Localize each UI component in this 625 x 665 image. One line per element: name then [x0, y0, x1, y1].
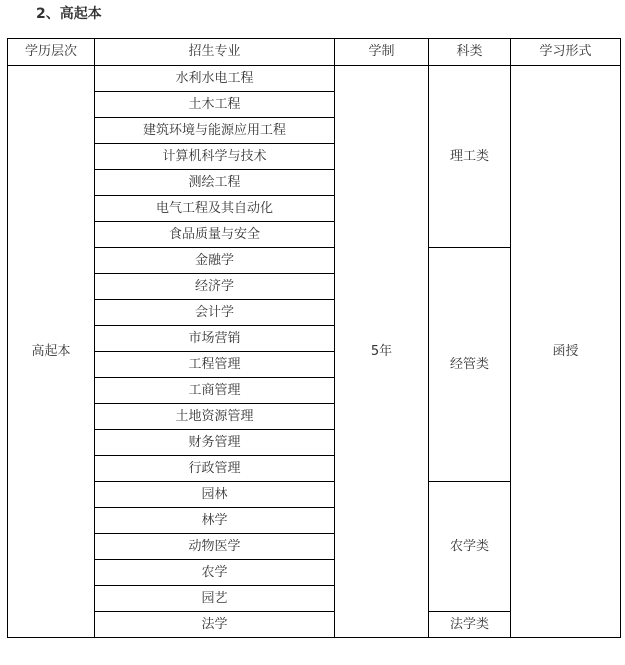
major-cell: 水利水电工程	[95, 66, 335, 92]
category-cell-economics-management: 经管类	[429, 248, 511, 482]
major-cell: 金融学	[95, 248, 335, 274]
category-cell-agriculture: 农学类	[429, 482, 511, 612]
major-cell: 行政管理	[95, 456, 335, 482]
major-cell: 土木工程	[95, 92, 335, 118]
header-category: 科类	[429, 39, 511, 66]
major-cell: 会计学	[95, 300, 335, 326]
major-cell: 工商管理	[95, 378, 335, 404]
major-cell: 市场营销	[95, 326, 335, 352]
major-cell: 农学	[95, 560, 335, 586]
level-cell: 高起本	[8, 66, 95, 638]
major-cell: 园林	[95, 482, 335, 508]
major-cell: 动物医学	[95, 534, 335, 560]
table-row	[8, 66, 621, 92]
major-cell: 法学	[95, 612, 335, 638]
header-mode: 学习形式	[511, 39, 621, 66]
header-row	[8, 39, 621, 66]
major-cell: 计算机科学与技术	[95, 144, 335, 170]
category-cell-law: 法学类	[429, 612, 511, 638]
header-level: 学历层次	[8, 39, 95, 66]
header-duration: 学制	[335, 39, 429, 66]
header-major: 招生专业	[95, 39, 335, 66]
major-cell: 建筑环境与能源应用工程	[95, 118, 335, 144]
category-cell-science-engineering: 理工类	[429, 66, 511, 248]
section-title: 2、高起本	[36, 6, 102, 22]
major-cell: 林学	[95, 508, 335, 534]
major-cell: 经济学	[95, 274, 335, 300]
majors-table	[7, 38, 621, 638]
major-cell: 测绘工程	[95, 170, 335, 196]
major-cell: 园艺	[95, 586, 335, 612]
major-cell: 土地资源管理	[95, 404, 335, 430]
mode-cell: 函授	[511, 66, 621, 638]
major-cell: 工程管理	[95, 352, 335, 378]
major-cell: 财务管理	[95, 430, 335, 456]
major-cell: 电气工程及其自动化	[95, 196, 335, 222]
major-cell: 食品质量与安全	[95, 222, 335, 248]
duration-cell: 5年	[335, 66, 429, 638]
